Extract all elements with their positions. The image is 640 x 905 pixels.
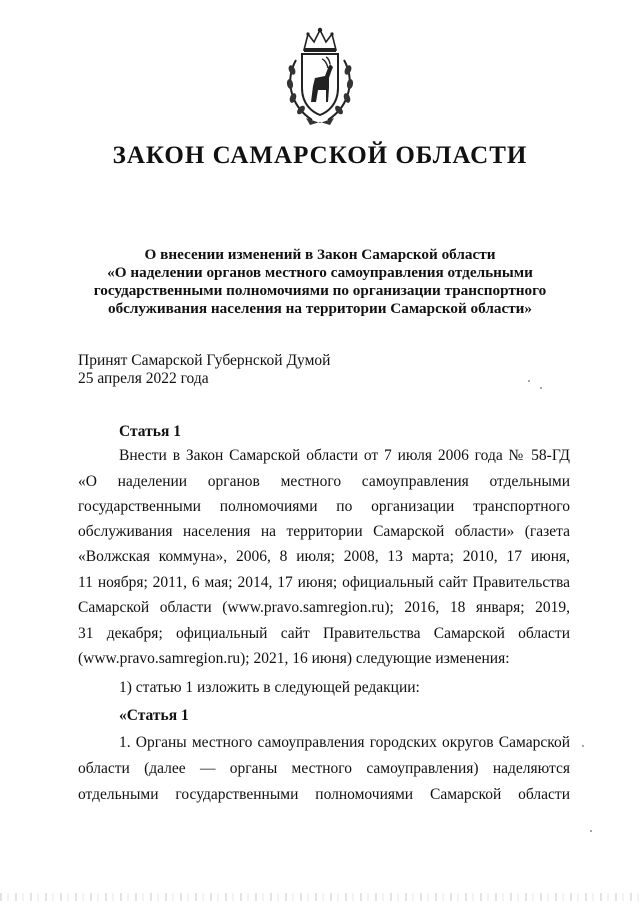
subtitle-line: «О наделении органов местного самоуправления отдельными — [107, 264, 533, 281]
scan-speck — [590, 830, 592, 832]
body-line: «О наделении органов местного самоуправления отдельными — [78, 473, 570, 490]
law-title: ЗАКОН САМАРСКОЙ ОБЛАСТИ — [112, 142, 528, 169]
body-line: 31 декабря; официальный сайт Правительства Самарской области — [78, 625, 570, 642]
scan-speck — [582, 745, 584, 747]
body-line: обслуживания населения на территории Самарской области» (газета — [78, 523, 570, 540]
paragraph-line: 1. Органы местного самоуправления городских округов Самарской — [119, 734, 570, 751]
body-line: Внести в Закон Самарской области от 7 июля 2006 года № 58-ГД — [119, 447, 570, 464]
paragraph-line: области (далее — органы местного самоуправления) наделяются — [78, 760, 570, 777]
adopted-date: 25 апреля 2022 года — [78, 370, 209, 387]
subtitle-line: обслуживания населения на территории Самарской области» — [107, 300, 533, 317]
subtitle-line: О внесении изменений в Закон Самарской области — [144, 246, 496, 263]
body-line: 11 ноября; 2011, 6 мая; 2014, 17 июня; официальный сайт Правительства — [78, 574, 570, 591]
adoption-block — [78, 352, 330, 388]
body-line: «Волжская коммуна», 2006, 8 июля; 2008, 13 марта; 2010, 17 июня, — [78, 548, 570, 565]
adopted-by: Принят Самарской Губернской Думой — [78, 352, 331, 369]
amendment-item: 1) статью 1 изложить в следующей редакции: — [119, 679, 420, 696]
body-line: Самарской области (www.pravo.samregion.ru); 2016, 18 января; 2019, — [78, 599, 570, 616]
paragraph-line: отдельными государственными полномочиями Самарской области — [78, 786, 570, 803]
scan-noise — [0, 893, 640, 901]
article-heading: Статья 1 — [119, 423, 181, 440]
law-subtitle — [80, 246, 560, 318]
body-line: (www.pravo.samregion.ru); 2021, 16 июня) следующие изменения: — [78, 650, 510, 667]
quoted-article-heading: «Статья 1 — [119, 707, 189, 724]
scan-speck — [528, 380, 530, 382]
scan-speck — [540, 387, 542, 389]
subtitle-line: государственными полномочиями по организации транспортного — [93, 282, 547, 299]
coat-of-arms-icon — [282, 26, 358, 126]
body-line: государственными полномочиями по организации транспортного — [78, 498, 570, 515]
